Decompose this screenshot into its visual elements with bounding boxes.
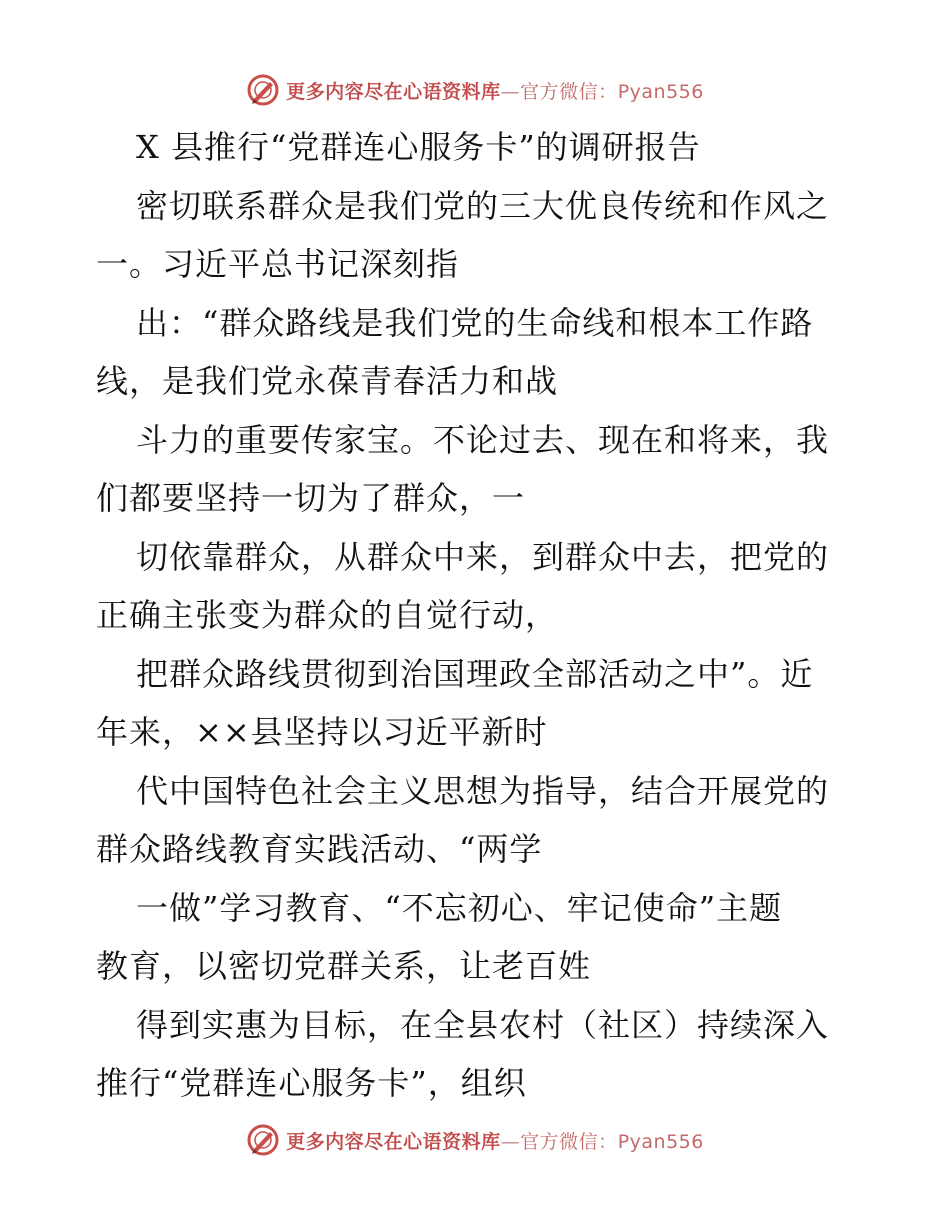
text-line: 把群众路线贯彻到治国理政全部活动之中”。近 xyxy=(136,654,814,693)
banner-separator: — xyxy=(500,80,521,103)
text-line: 得到实惠为目标，在全县农村（社区）持续深入 xyxy=(136,1005,830,1044)
text-line: 切依靠群众，从群众中来，到群众中去，把党的 xyxy=(136,537,830,576)
text-line: 教育，以密切党群关系，让老百姓 xyxy=(96,947,592,985)
text-line: 一。习近平总书记深刻指 xyxy=(96,245,460,283)
banner-brand: 更多内容尽在心语资料库 xyxy=(286,1130,501,1153)
pen-logo-icon xyxy=(246,73,280,107)
text-line: 正确主张变为群众的自觉行动， xyxy=(96,596,559,634)
text-line: 密切联系群众是我们党的三大优良传统和作风之 xyxy=(136,186,830,225)
text-line: 一做”学习教育、“不忘初心、牢记使命”主题 xyxy=(136,888,783,927)
text-line: 们都要坚持一切为了群众，一 xyxy=(96,479,526,517)
banner-account: Pyan556 xyxy=(617,1130,704,1153)
text-line: 线，是我们党永葆青春活力和战 xyxy=(96,362,559,400)
banner-wechat-label: 官方微信： xyxy=(520,80,618,103)
text-line: 推行“党群连心服务卡”，组织 xyxy=(96,1064,527,1102)
header-banner xyxy=(0,70,950,110)
text-line: 年来，××县坚持以习近平新时 xyxy=(96,713,548,751)
text-line: 斗力的重要传家宝。不论过去、现在和将来，我 xyxy=(136,420,830,459)
banner-separator: — xyxy=(500,1130,521,1153)
document-body xyxy=(96,118,856,1113)
text-line: 出：“群众路线是我们党的生命线和根本工作路 xyxy=(136,303,814,342)
text-line: 群众路线教育实践活动、“两学 xyxy=(96,830,543,868)
footer-banner xyxy=(0,1120,950,1160)
banner-brand: 更多内容尽在心语资料库 xyxy=(286,80,501,103)
banner-text xyxy=(286,77,704,104)
banner-text xyxy=(286,1127,704,1154)
banner-account: Pyan556 xyxy=(617,80,704,103)
pen-logo-icon xyxy=(246,1123,280,1157)
document-title: X 县推行“党群连心服务卡”的调研报告 xyxy=(136,128,701,166)
banner-wechat-label: 官方微信： xyxy=(520,1130,618,1153)
text-line: 代中国特色社会主义思想为指导，结合开展党的 xyxy=(136,771,830,810)
